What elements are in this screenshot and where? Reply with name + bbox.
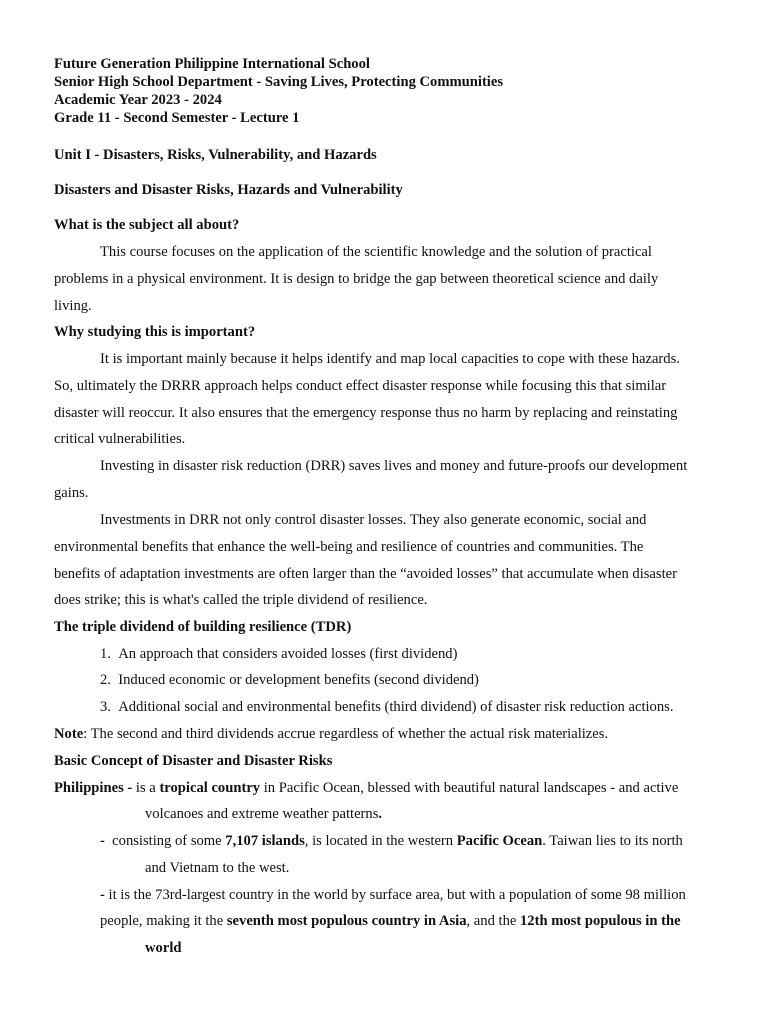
list-item bbox=[100, 699, 673, 716]
text-span: is a bbox=[132, 780, 160, 796]
department-name: Senior High School Department - Saving Lives, Protecting Communities bbox=[54, 74, 504, 90]
paragraph-line: It is important mainly because it helps identify and map local capacities to cope with these hazards. bbox=[100, 351, 680, 367]
note-text: : The second and third dividends accrue regardless of whether the actual risk materializes. bbox=[83, 726, 609, 742]
academic-year: Academic Year 2023 - 2024 bbox=[54, 92, 222, 108]
bullet-islands-line-2: and Vietnam to the west. bbox=[145, 860, 290, 876]
paragraph-line: Investments in DRR not only control disaster losses. They also generate economic, social and bbox=[100, 512, 647, 528]
text-span: in Pacific Ocean, blessed with beautiful natural landscapes - and active bbox=[260, 780, 679, 796]
philippines-line bbox=[54, 780, 678, 797]
emphasis-span: Pacific Ocean bbox=[456, 833, 543, 849]
lecture-title: Grade 11 - Second Semester - Lecture 1 bbox=[54, 110, 300, 126]
document-header bbox=[54, 55, 503, 127]
text-span: . Taiwan lies to its north bbox=[542, 833, 683, 849]
emphasis-span: tropical country bbox=[159, 780, 261, 796]
paragraph-line: environmental benefits that enhance the well-being and resilience of countries and communities. The bbox=[54, 539, 644, 555]
bullet-population-line-3: world bbox=[145, 940, 182, 956]
note-line bbox=[54, 726, 608, 743]
note-label: Note bbox=[54, 726, 84, 742]
text-span: it is the 73rd-largest country in the world by surface area, but with a population of some 98 million bbox=[104, 887, 686, 903]
paragraph-line: living. bbox=[54, 298, 92, 314]
paragraph-line: gains. bbox=[54, 485, 89, 501]
bullet-islands bbox=[100, 833, 683, 850]
bullet-population bbox=[100, 887, 686, 904]
list-number: 2. bbox=[100, 672, 111, 688]
text-span: consisting of some bbox=[112, 833, 226, 849]
list-text: Induced economic or development benefits (second dividend) bbox=[118, 672, 479, 688]
text-span: people, making it the bbox=[100, 913, 227, 929]
emphasis-span: 7,107 islands bbox=[225, 833, 305, 849]
paragraph-line: does strike; this is what's called the triple dividend of resilience. bbox=[54, 592, 428, 608]
text-span: , and the bbox=[466, 913, 520, 929]
paragraph-line: problems in a physical environment. It is design to bridge the gap between theoretical science and daily bbox=[54, 271, 659, 287]
bullet-population-line-2 bbox=[100, 913, 681, 930]
list-number: 3. bbox=[100, 699, 111, 715]
list-text: An approach that considers avoided losses (first dividend) bbox=[118, 646, 458, 662]
section-heading-tdr: The triple dividend of building resilience (TDR) bbox=[54, 619, 352, 635]
section-heading-importance: Why studying this is important? bbox=[54, 324, 256, 340]
philippines-label: Philippines - bbox=[54, 780, 133, 796]
emphasis-span: seventh most populous country in Asia bbox=[226, 913, 467, 929]
list-number: 1. bbox=[100, 646, 111, 662]
paragraph-line: benefits of adaptation investments are often larger than the “avoided losses” that accumulate when disaster bbox=[54, 566, 677, 582]
section-heading-subject: What is the subject all about? bbox=[54, 217, 240, 233]
paragraph-line: So, ultimately the DRRR approach helps conduct effect disaster response while focusing this that similar bbox=[54, 378, 667, 394]
list-text: Additional social and environmental benefits (third dividend) of disaster risk reduction actions. bbox=[118, 699, 674, 715]
text-span: volcanoes and extreme weather patterns bbox=[145, 806, 379, 822]
list-item bbox=[100, 672, 479, 689]
bullet-dash: - bbox=[100, 887, 105, 903]
school-name: Future Generation Philippine International School bbox=[54, 56, 370, 72]
paragraph-line: disaster will reoccur. It also ensures that the emergency response thus no harm by replacing and reinstating bbox=[54, 405, 678, 421]
philippines-line-2 bbox=[145, 806, 382, 823]
text-span: . bbox=[378, 806, 383, 822]
paragraph-line: This course focuses on the application of the scientific knowledge and the solution of practical bbox=[100, 244, 652, 260]
text-span: , is located in the western bbox=[304, 833, 457, 849]
paragraph-line: critical vulnerabilities. bbox=[54, 431, 186, 447]
unit-title: Unit I - Disasters, Risks, Vulnerability, and Hazards bbox=[54, 147, 377, 163]
bullet-dash: - bbox=[100, 833, 105, 849]
paragraph-line: Investing in disaster risk reduction (DRR) saves lives and money and future-proofs our development bbox=[100, 458, 688, 474]
list-item bbox=[100, 646, 457, 663]
topic-title: Disasters and Disaster Risks, Hazards and Vulnerability bbox=[54, 182, 403, 198]
section-heading-basic-concept: Basic Concept of Disaster and Disaster Risks bbox=[54, 753, 333, 769]
emphasis-span: 12th most populous in the bbox=[520, 913, 681, 929]
